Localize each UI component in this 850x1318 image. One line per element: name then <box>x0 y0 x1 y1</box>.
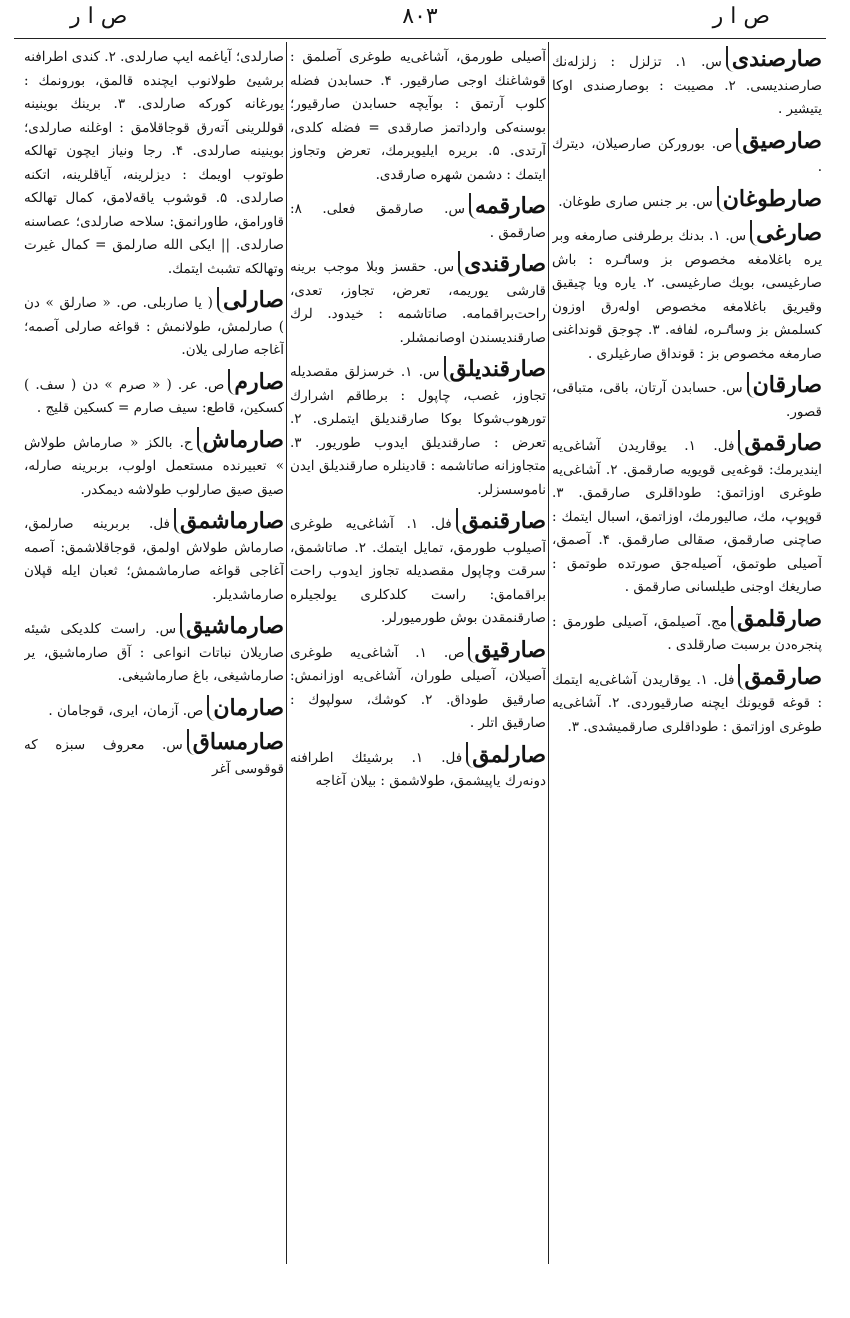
page-header <box>40 4 800 38</box>
entry-headword: صارماشیق <box>180 613 284 639</box>
entry-definition: س. معروف سبزه که قوقوسی آغر <box>24 737 284 777</box>
dictionary-entry <box>552 664 822 740</box>
entry-headword: صارصیق <box>736 128 822 154</box>
header-left-letters: ص ا ر <box>70 4 128 29</box>
entry-definition: ح. بالکز « صارماش طولاش » تعبیرنده مستعمل اولوب، بربرینه صارله، صیق صیق صارلوب طولاشه دیمکدر. <box>24 434 284 498</box>
dictionary-entry <box>552 372 822 424</box>
dictionary-entry <box>24 729 284 781</box>
entry-definition: آصیلی طورمق، آشاغی‌یه طوغری آصلمق : قوشاغنك اوجی صارقیور. ۴. حسابدن فضله کلوب آرتمق : بوآیچه حسابدن صارقیور؛ بوسنه‌کی وارداتمز صارقدی = فضله کلدی، آرتدی. ۵. بریره ایلیویرمك، تعرض وتجاوز ایتمك : دشمن شهره صارقدی. <box>290 49 546 183</box>
dictionary-entry <box>552 186 822 215</box>
entry-definition: مج. آصیلمق، آصیلی طورمق : پنجره‌دن برسبت صارقلدی . <box>552 613 822 653</box>
entry-definition: فل. ۱. برشیئك اطرافنه دونەرك یاپیشمق، طولاشمق : بیلان آغاجه <box>290 749 546 789</box>
dictionary-entry <box>552 128 822 180</box>
entry-headword: صارماش <box>197 427 284 453</box>
entry-headword: صارقمق <box>738 664 822 690</box>
entry-definition: فل. ۱. آشاغی‌یه طوغری آصیلوب طورمق، تمایل ایتمك. ۲. صاتاشمق، سرقت وچاپول مقصدیله تجاوز ایدوب راحت براقمامق: راست کلدکلری یولجیلره صارقنمقدن بوش طورمیورلر. <box>290 516 546 626</box>
dictionary-entry <box>552 220 822 366</box>
entry-definition: س. ۱. بدنك برطرفنی صارمغه وبر یره باغلامغه مخصوص بز وساٸره : باش صارغیسی، بویك صارغیسی. ۲. یاره ویا چیقیق وقیریق باغلامغه مخصوص اولەرق اوزون کسلمش بز وساٸره، لفافه. ۳. چوجق قونداغنی صارمغه مخصوص بز : قونداق صارغیلری . <box>552 228 822 362</box>
entry-headword: صارقیق <box>468 637 546 663</box>
entry-definition: س. ۱. خرسزلق مقصدیله تجاوز، غصب، چاپول : برطاقم اشرارك تورهوب‌شوکا بوکا صارقندیلق ایتملری. ۲. تعرض : صارقندیلق ایدوب طوریور. ۳. متجاوزانه صاتاشمه : قادینلره صارقندیلق ایدن ناموسسزلر. <box>290 364 546 498</box>
dictionary-entry <box>24 369 284 421</box>
entry-definition: س. بر جنس صاری طوغان. <box>558 193 713 210</box>
column-divider <box>286 42 287 1264</box>
entry-definition: ص. آزمان، ایری، قوجامان . <box>48 702 204 719</box>
entry-definition: س. حسابدن آرتان، باقی، متباقی، قصور. <box>552 380 822 420</box>
entry-definition: فل. ۱. یوقاریدن آشاغی‌یه ایندیرمك: قوغه‌یی قویویه صارقمق. ۲. آشاغی‌یه طوغری اوزاتمق: طوداقلری صارقمق. ۳. قوپوپ، مك، صالیورمك، اوزاتمق، اسبال ایتمك : صاچنی صارقمق، صقالی صارقمق. ۴. آصمق، آصیلی طوتمق، آصیله‌جق صورتده طوتمق : صاریغك اوجنی طیلسانی صارقمق . <box>552 438 822 595</box>
dictionary-entry <box>24 613 284 689</box>
entry-definition: س. صارقمق فعلی. ۸: صارقمق . <box>290 201 546 241</box>
dictionary-entry <box>24 695 284 724</box>
entry-headword: صارقندی <box>458 251 546 277</box>
dictionary-entry <box>290 46 546 187</box>
entry-definition: ( یا صاربلی. ص. « صارلق » دن ) صارلمش، طولانمش : قواغه صارلی آصمه؛ آغاجه صارلی یلان. <box>24 295 284 358</box>
entry-headword: صارقان <box>747 372 822 398</box>
entry-headword: صارقمق <box>738 430 822 456</box>
entry-definition: س. راست کلدیکی شیئه صاریلان نباتات انواعی : آق صارماشیق، یر صارماشیغی، باغ صارماشیغی. <box>24 621 284 684</box>
dictionary-entry <box>290 251 546 350</box>
dictionary-entry <box>552 430 822 600</box>
entry-headword: صارقلمق <box>731 606 822 632</box>
entry-headword: صارقمه <box>469 193 546 219</box>
dictionary-entry <box>290 742 546 794</box>
page-number: ۸۰۳ <box>402 4 438 29</box>
entry-definition: س. حقسز وبلا موجب برینه قارشی یوریمه، تعرض، تجاوز، تعدی، راحت‌براقمامه. صاتاشمه : خیدود. لرك صارقندیسندن اوصانمشلر. <box>290 259 546 346</box>
column-left <box>24 46 284 1276</box>
dictionary-entry <box>24 46 284 281</box>
entry-headword: صارصندی <box>726 46 822 72</box>
column-divider <box>548 42 549 1264</box>
entry-definition: ص. بورورکن صارصیلان، دیترك . <box>552 135 822 175</box>
entry-headword: صارلمق <box>466 742 546 768</box>
dictionary-entry <box>552 46 822 122</box>
entry-headword: صارمساق <box>187 729 284 755</box>
entry-definition: ص. ۱. آشاغی‌یه طوغری آصیلان، آصیلی طوران، آشاغی‌یه اوزانمش: صارقیق طوداق. ۲. کوشك، سولپوك : صارقیق اتلر . <box>290 644 546 731</box>
dictionary-entry <box>24 427 284 503</box>
entry-headword: صارماشمق <box>174 508 284 534</box>
header-right-letters: ص ا ر <box>712 4 770 29</box>
header-rule <box>14 38 826 39</box>
entry-definition: ص. عر. ( « صرم » دن ( سف. ) کسکین، قاطع: سیف صارم = کسکین قلیج . <box>24 376 284 416</box>
dictionary-entry <box>290 193 546 245</box>
column-middle <box>290 46 546 1276</box>
dictionary-entry <box>24 287 284 363</box>
entry-definition: فل. بربرینه صارلمق، صارماش طولاش اولمق، قوجاقلاشمق: آصمه آغاجی قواغه صارماشمش؛ ثعبان ایله قپلان صارماشدیلر. <box>24 516 284 603</box>
entry-headword: صارمان <box>207 695 284 721</box>
entry-definition: س. ۱. تزلزل : زلزله‌نك صارصندیسی. ۲. مصیبت : بوصارصندی اوکا یتیشیر . <box>552 54 822 117</box>
dictionary-entry <box>290 508 546 631</box>
dictionary-entry <box>552 606 822 658</box>
dictionary-entry <box>290 356 546 502</box>
entry-headword: صارقنمق <box>456 508 546 534</box>
dictionary-entry <box>24 508 284 607</box>
entry-definition: فل. ۱. یوقاریدن آشاغی‌یه ایتمك : قوغه قویونك ایچنه صارقیوردی. ۲. آشاغی‌یه طوغری اوزاتمق : طوداقلری صارقمیشدی. ۳. <box>552 671 822 735</box>
entry-definition: صارلدی؛ آیاغمه ایپ صارلدی. ۲. کندی اطرافنه برشیئ طولانوب ایچنده قالمق، بورونمك : یورغانه کورکه صارلدی. ۳. برینك بوینینه قوللرینی آتەرق قوجاقلامق : اوغلنه صارلدی؛ بوینینه صارلدی. ۴. رجا ونیاز ایچون تهالکه طوتوب اویمك : دیزلرینه، آیاقلرینه، اتکنه صارلدی. ۵. قوشوب یاقه‌لامق، کمال تهالکه قاورامق، طاورانمق: سلاحه صارلدی؛ عصاسنه صارلدی. || ایکی الله صارلمق = کمال غیرت وتهالکه تشبث ایتمك. <box>24 49 284 277</box>
entry-headword: صارغی <box>750 220 822 246</box>
entry-headword: صارلی <box>217 287 284 313</box>
dictionary-entry <box>290 637 546 736</box>
entry-headword: صارم <box>228 369 284 395</box>
entry-headword: صارطوغان <box>717 186 822 212</box>
entry-headword: صارقندیلق <box>444 356 546 382</box>
column-right <box>552 46 822 1276</box>
